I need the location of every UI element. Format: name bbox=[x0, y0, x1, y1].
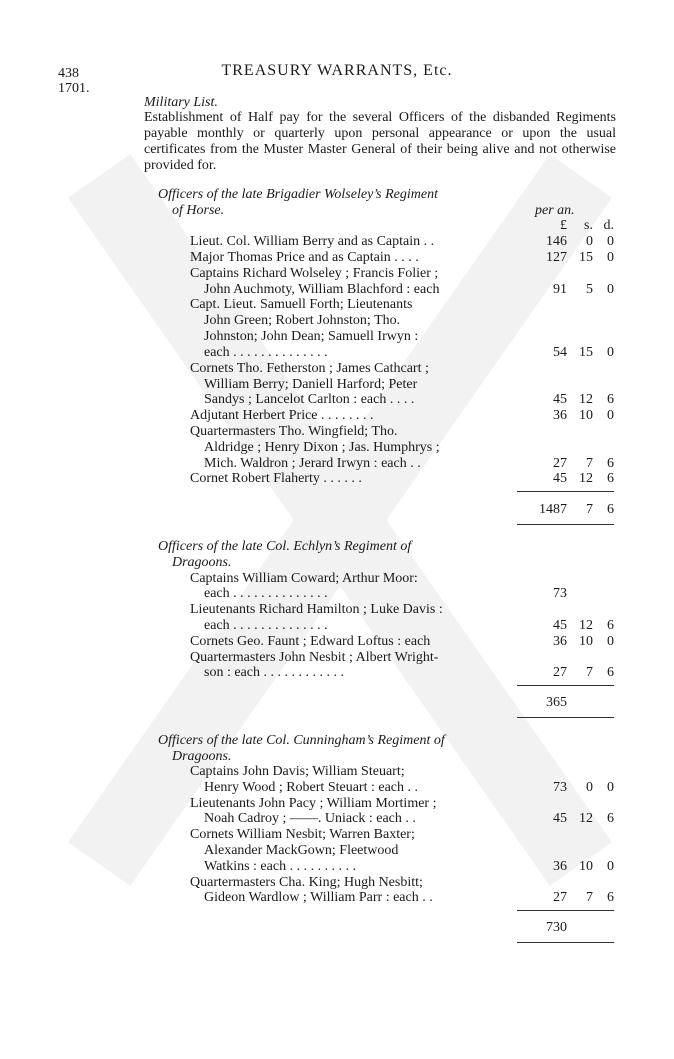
amount-shillings: 15 bbox=[579, 345, 593, 360]
total-pounds: 1487 bbox=[539, 502, 567, 517]
amount-pence: 6 bbox=[607, 811, 614, 826]
entry-line: John Auchmoty, William Blachford : each bbox=[204, 282, 440, 297]
amount-pence: 0 bbox=[607, 250, 614, 265]
regiment-title: Officers of the late Col. Cunningham’s Regiment of bbox=[158, 733, 445, 748]
entry-line: Major Thomas Price and as Captain . . . . bbox=[190, 250, 419, 265]
amount-pence: 6 bbox=[607, 665, 614, 680]
amount-pounds: 45 bbox=[553, 811, 567, 826]
amount-shillings: 5 bbox=[586, 282, 593, 297]
subtotal-rule bbox=[517, 685, 614, 686]
amount-pounds: 91 bbox=[553, 282, 567, 297]
amount-shillings: 10 bbox=[579, 859, 593, 874]
amount-pounds: 45 bbox=[553, 392, 567, 407]
amount-shillings: 12 bbox=[579, 392, 593, 407]
amount-shillings: 12 bbox=[579, 811, 593, 826]
amount-shillings: 7 bbox=[586, 456, 593, 471]
entry-line: son : each . . . . . . . . . . . . bbox=[204, 665, 344, 680]
total-rule bbox=[517, 524, 614, 525]
col-header-pounds: £ bbox=[560, 218, 567, 233]
page-number: 438 bbox=[58, 66, 79, 81]
entry-line: each . . . . . . . . . . . . . . bbox=[204, 618, 328, 633]
entry-line: William Berry; Daniell Harford; Peter bbox=[204, 377, 418, 392]
amount-shillings: 10 bbox=[579, 634, 593, 649]
amount-pence: 6 bbox=[607, 471, 614, 486]
col-header-pence: d. bbox=[603, 218, 614, 233]
amount-pence: 0 bbox=[607, 282, 614, 297]
entry-line: Henry Wood ; Robert Steuart : each . . bbox=[204, 780, 419, 795]
entry-line: each . . . . . . . . . . . . . . bbox=[204, 345, 328, 360]
year-marginal: 1701. bbox=[58, 81, 90, 96]
subtotal-rule bbox=[517, 491, 614, 492]
amount-shillings: 7 bbox=[586, 665, 593, 680]
total-pounds: 365 bbox=[546, 695, 567, 710]
amount-pounds: 27 bbox=[553, 665, 567, 680]
entry-line: Lieutenants Richard Hamilton ; Luke Davis : bbox=[190, 602, 443, 617]
total-rule bbox=[517, 942, 614, 943]
amount-shillings: 10 bbox=[579, 408, 593, 423]
running-head: TREASURY WARRANTS, Etc. bbox=[221, 62, 453, 79]
entry-line: each . . . . . . . . . . . . . . bbox=[204, 586, 328, 601]
regiment-title-cont: Dragoons. bbox=[172, 749, 232, 764]
regiment-title-cont: of Horse. bbox=[172, 203, 225, 218]
amount-pounds: 36 bbox=[553, 408, 567, 423]
amount-shillings: 15 bbox=[579, 250, 593, 265]
intro-paragraph: Establishment of Half pay for the several Officers of the disbanded Regiments payable monthly or quarterly upon personal appearance or upon the usual certificates from the Muster Master General of their being alive and not otherwise provided for. bbox=[144, 110, 616, 173]
entry-line: Cornet Robert Flaherty . . . . . . bbox=[190, 471, 362, 486]
total-pence: 6 bbox=[607, 502, 614, 517]
amount-shillings: 7 bbox=[586, 890, 593, 905]
total-shillings: 7 bbox=[586, 502, 593, 517]
entry-line: Quartermasters John Nesbit ; Albert Wright- bbox=[190, 650, 439, 665]
amount-pounds: 45 bbox=[553, 471, 567, 486]
amount-pence: 0 bbox=[607, 234, 614, 249]
entry-line: Cornets William Nesbit; Warren Baxter; bbox=[190, 827, 415, 842]
amount-pence: 6 bbox=[607, 890, 614, 905]
amount-pence: 6 bbox=[607, 618, 614, 633]
per-annum-header: per an. bbox=[535, 203, 575, 218]
entry-line: Captains Richard Wolseley ; Francis Folier ; bbox=[190, 266, 439, 281]
amount-shillings: 12 bbox=[579, 471, 593, 486]
regiment-title-cont: Dragoons. bbox=[172, 555, 232, 570]
entry-line: Cornets Tho. Fetherston ; James Cathcart ; bbox=[190, 361, 429, 376]
entry-line: Cornets Geo. Faunt ; Edward Loftus : each bbox=[190, 634, 431, 649]
entry-line: Quartermasters Tho. Wingfield; Tho. bbox=[190, 424, 398, 439]
entry-line: Alexander MackGown; Fleetwood bbox=[204, 843, 399, 858]
total-rule bbox=[517, 717, 614, 718]
amount-pence: 0 bbox=[607, 408, 614, 423]
section-title: Military List. bbox=[144, 95, 218, 110]
entry-line: Lieut. Col. William Berry and as Captain . . bbox=[190, 234, 435, 249]
total-pounds: 730 bbox=[546, 920, 567, 935]
entry-line: Quartermasters Cha. King; Hugh Nesbitt; bbox=[190, 875, 423, 890]
entry-line: Mich. Waldron ; Jerard Irwyn : each . . bbox=[204, 456, 421, 471]
entry-line: Aldridge ; Henry Dixon ; Jas. Humphrys ; bbox=[204, 440, 440, 455]
entry-line: Capt. Lieut. Samuell Forth; Lieutenants bbox=[190, 297, 413, 312]
amount-pounds: 146 bbox=[546, 234, 567, 249]
entry-line: John Green; Robert Johnston; Tho. bbox=[204, 313, 401, 328]
amount-pounds: 27 bbox=[553, 890, 567, 905]
amount-pounds: 54 bbox=[553, 345, 567, 360]
amount-pence: 6 bbox=[607, 392, 614, 407]
amount-pounds: 45 bbox=[553, 618, 567, 633]
entry-line: Captains John Davis; William Steuart; bbox=[190, 764, 405, 779]
amount-shillings: 0 bbox=[586, 234, 593, 249]
entry-line: Johnston; John Dean; Samuell Irwyn : bbox=[204, 329, 419, 344]
amount-shillings: 12 bbox=[579, 618, 593, 633]
entry-line: Watkins : each . . . . . . . . . . bbox=[204, 859, 357, 874]
amount-pounds: 36 bbox=[553, 859, 567, 874]
entry-line: Sandys ; Lancelot Carlton : each . . . . bbox=[204, 392, 415, 407]
subtotal-rule bbox=[517, 910, 614, 911]
amount-pounds: 127 bbox=[546, 250, 567, 265]
amount-pounds: 73 bbox=[553, 780, 567, 795]
entry-line: Captains William Coward; Arthur Moor: bbox=[190, 571, 418, 586]
amount-shillings: 0 bbox=[586, 780, 593, 795]
amount-pounds: 36 bbox=[553, 634, 567, 649]
amount-pence: 0 bbox=[607, 634, 614, 649]
amount-pounds: 27 bbox=[553, 456, 567, 471]
col-header-shillings: s. bbox=[584, 218, 593, 233]
regiment-title: Officers of the late Col. Echlyn’s Regiment of bbox=[158, 539, 412, 554]
entry-line: Noah Cadroy ; ——. Uniack : each . . bbox=[204, 811, 416, 826]
amount-pence: 6 bbox=[607, 456, 614, 471]
amount-pounds: 73 bbox=[553, 586, 567, 601]
entry-line: Adjutant Herbert Price . . . . . . . . bbox=[190, 408, 374, 423]
amount-pence: 0 bbox=[607, 859, 614, 874]
amount-pence: 0 bbox=[607, 345, 614, 360]
entry-line: Gideon Wardlow ; William Parr : each . . bbox=[204, 890, 433, 905]
regiment-title: Officers of the late Brigadier Wolseley’s Regiment bbox=[158, 187, 438, 202]
amount-pence: 0 bbox=[607, 780, 614, 795]
entry-line: Lieutenants John Pacy ; William Mortimer ; bbox=[190, 796, 437, 811]
